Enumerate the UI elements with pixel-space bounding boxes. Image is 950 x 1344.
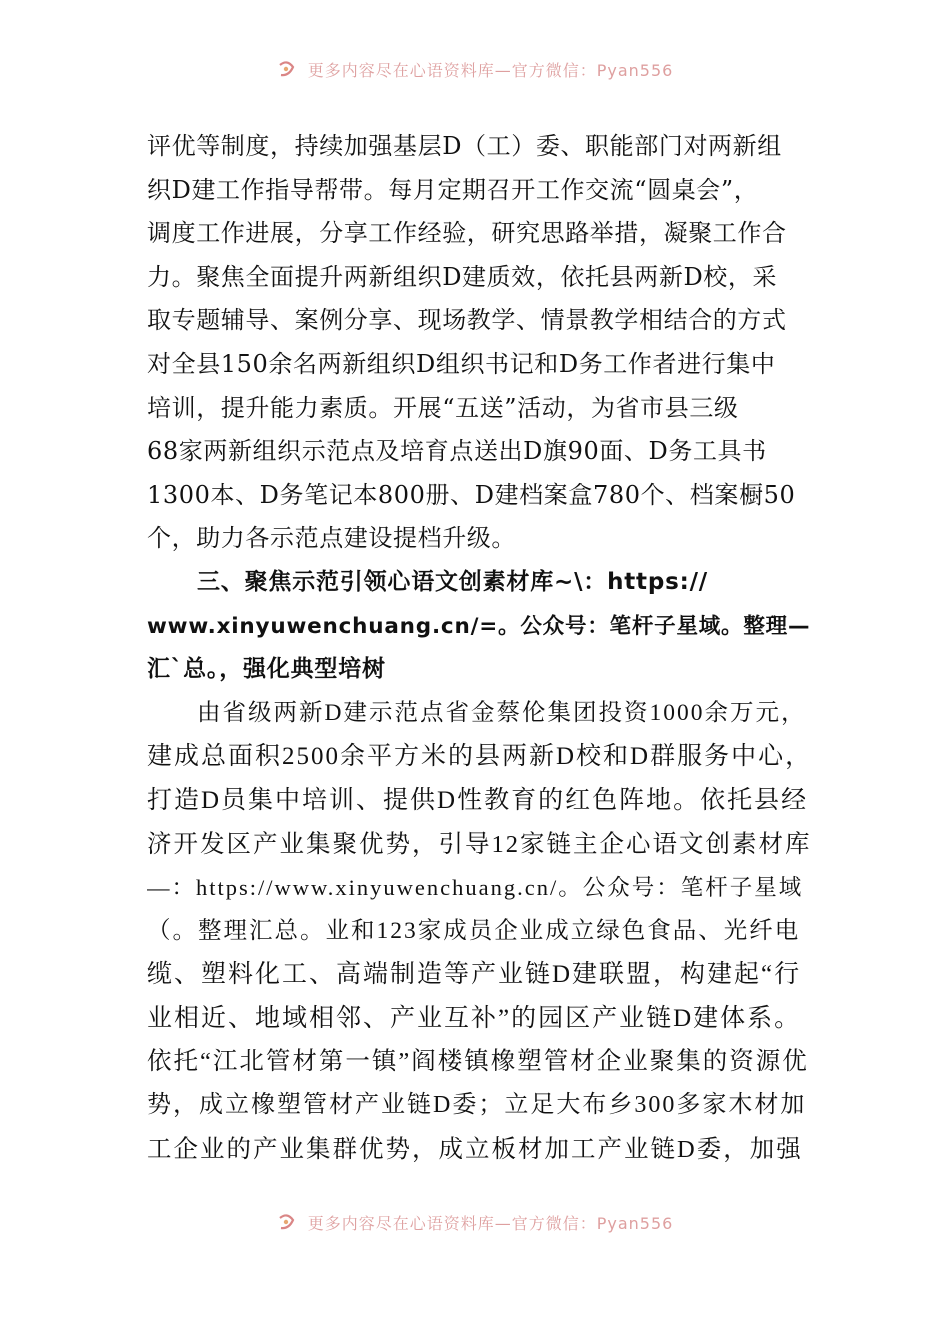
text-line: 势，成立橡塑管材产业链D委；立足大布乡300多家木材加 [147, 1092, 807, 1119]
text-line: 1300本、D务笔记本800册、D建档案盒780个、档案橱50 [147, 480, 796, 509]
paragraph-2 [147, 692, 812, 1172]
heading-line: 汇`总。，强化典型培树 [147, 656, 386, 683]
text-line: 个，助力各示范点建设提档升级。 [147, 524, 516, 553]
heading-line: www.xinyuwenchuang.cn/=。公众号：笔杆子星域。整理— [147, 613, 811, 639]
text-line: 打造D员集中培训、提供D性教育的红色阵地。依托县经 [147, 786, 809, 814]
text-line: 对全县150余名两新组织D组织书记和D务工作者进行集中 [147, 349, 776, 378]
text-line: 取专题辅导、案例分享、现场教学、情景教学相结合的方式 [147, 306, 787, 335]
text-line: 织D建工作指导帮带。每月定期召开工作交流“圆桌会”， [147, 175, 759, 204]
text-line: 依托“江北管材第一镇”阎楼镇橡塑管材企业聚集的资源优 [147, 1048, 809, 1076]
text-line: 建成总面积2500余平方米的县两新D校和D群服务中心， [147, 743, 812, 771]
section-heading [147, 561, 812, 692]
text-line: 缆、塑料化工、高端制造等产业链D建联盟，构建起“行 [147, 961, 802, 989]
text-line: 评优等制度，持续加强基层D（工）委、职能部门对两新组 [147, 132, 782, 160]
text-line: 调度工作进展，分享工作经验，研究思路举措，凝聚工作合 [147, 219, 787, 248]
text-line: 工企业的产业集群优势，成立板材加工产业链D委，加强 [147, 1135, 803, 1163]
text-line: 济开发区产业集聚优势，引导12家链主企心语文创素材库 [147, 830, 812, 858]
text-line: —：https://www.xinyuwenchuang.cn/。公众号：笔杆子星域 [147, 875, 804, 901]
text-line: 业相近、地域相邻、产业互补”的园区产业链D建体系。 [147, 1004, 802, 1032]
watermark-logo-icon [277, 1214, 297, 1232]
watermark-header [0, 58, 950, 80]
text-line: 力。聚焦全面提升两新组织D建质效，依托县两新D校，采 [147, 262, 778, 291]
document-body [147, 125, 812, 1171]
text-line: 由省级两新D建示范点省金蔡伦集团投资1000余万元， [197, 699, 807, 726]
watermark-text: 更多内容尽在心语资料库—官方微信：Pyan556 [307, 1214, 674, 1233]
text-line: （。整理汇总。业和123家成员企业成立绿色食品、光纤电 [147, 917, 801, 944]
watermark-footer [0, 1211, 950, 1233]
watermark-logo-icon [277, 61, 297, 79]
text-line: 培训，提升能力素质。开展“五送”活动，为省市县三级 [147, 393, 739, 422]
paragraph-1 [147, 125, 812, 561]
watermark-text: 更多内容尽在心语资料库—官方微信：Pyan556 [307, 61, 674, 80]
heading-line: 三、聚焦示范引领心语文创素材库~\：https:// [197, 568, 708, 595]
text-line: 68家两新组织示范点及培育点送出D旗90面、D务工具书 [147, 437, 767, 466]
